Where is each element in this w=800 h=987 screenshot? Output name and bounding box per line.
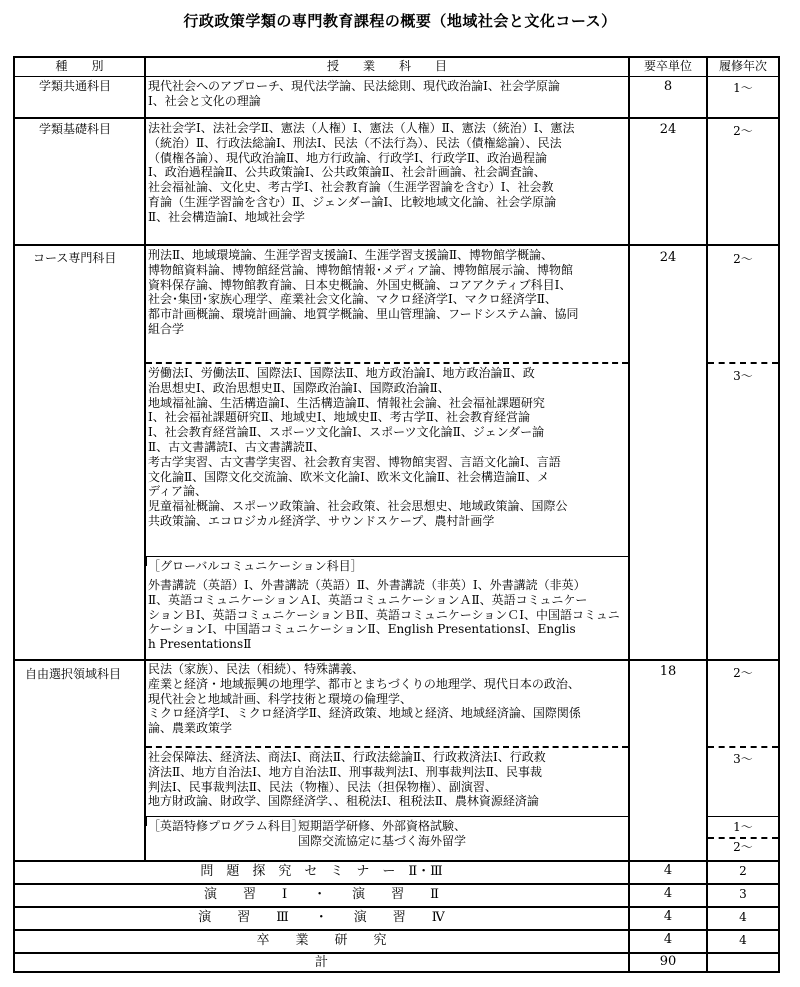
subjects-course-2: 労働法Ⅰ、労働法Ⅱ、国際法Ⅰ、国際法Ⅱ、地方政治論Ⅰ、地方政治論Ⅱ、政 治思想史Ⅰ、政治思想史Ⅱ、国際政治論Ⅰ、国際政治論Ⅱ、 地域福祉論、生活構造論Ⅰ、生活構造論Ⅱ、情報社会論、社会福祉課題研究 Ⅰ、社会福祉課題研究Ⅱ、地域史Ⅰ、地域史Ⅱ、考古学Ⅱ、社会教育経営論 Ⅰ、社会教育経営論Ⅱ、スポーツ文化論Ⅰ、スポーツ文化論Ⅱ、ジェンダー論 Ⅱ、古文書講読Ⅰ、古文書講読Ⅱ、 考古学実習、古文書学実習、社会教育実習、博物館実習、言語文化論Ⅰ、言語 文化論Ⅱ、国際文化交流論、欧米文化論Ⅰ、欧米文化論Ⅱ、社会構造論Ⅱ、メ ディア論、 児童福祉概論、スポーツ政策論、社会政策、社会思想史、地域政策論、国際公 共政策論、エコロジカル経済学、サウンドスケープ、農村計画学: [148, 366, 568, 528]
col-divider-subjects: [628, 56, 630, 973]
row-divider-common: [13, 117, 780, 119]
subjects-free-1: 民法（家族）、民法（相続）、特殊講義、 産業と経済・地域振興の地理学、都市とまちづくりの地理学、現代日本の政治、 現代社会と地域計画、科学技術と環境の倫理学、 ミクロ経済学Ⅰ、ミクロ経済学Ⅱ、経済政策、地域と経済、地域経済論、国際関係 論、農業政策学: [148, 662, 581, 736]
exercise1-credits: 4: [663, 887, 673, 901]
category-free: 自由選択領域科目: [25, 667, 122, 681]
header-category: 種 別: [55, 59, 104, 73]
thesis-credits: 4: [663, 933, 673, 947]
subjects-basic: 法社会学Ⅰ、法社会学Ⅱ、憲法（人権）Ⅰ、憲法（人権）Ⅱ、憲法（統治）Ⅰ、憲法 （統治）Ⅱ、行政法総論Ⅰ、刑法Ⅰ、民法（不法行為）、民法（債権総論）、民法 （債権各論）、現代政治論Ⅱ、地方行政論、行政学Ⅰ、行政学Ⅱ、政治過程論 Ⅰ、政治過程論Ⅱ、公共政策論Ⅰ、公共政策論Ⅱ、社会計画論、社会調査論、 社会福祉論、文化史、考古学Ⅰ、社会教育論（生涯学習論を含む）Ⅰ、社会教 育論（生涯学習論を含む）Ⅱ、ジェンダー論Ⅰ、比較地域文化論、社会学原論 Ⅱ、社会構造論Ⅰ、地域社会学: [148, 121, 575, 224]
year-free-2: 3～: [733, 752, 753, 766]
category-common: 学類共通科目: [39, 79, 112, 93]
year-free-3a: 1～: [733, 820, 753, 834]
exercise1-label: 演 習 Ⅰ ・ 演 習 Ⅱ: [204, 887, 439, 902]
row-divider-seminar: [13, 883, 780, 885]
seminar-year: 2: [739, 864, 747, 878]
subjects-course-3: 外書講読（英語）Ⅰ、外書講読（英語）Ⅱ、外書講読（非英）Ⅰ、外書講読（非英） Ⅱ、英語コミュニケーションＡⅠ、英語コミュニケーションＡⅡ、英語コミュニケー ションＢⅠ、英語コミュニケーションＢⅡ、英語コミュニケーションＣⅠ、中国語コミュニ ケーションⅠ、中国語コミュニケーションⅡ、English PresentationsⅠ、Englis h PresentationsⅡ: [148, 578, 620, 652]
year-course-2: 3～: [733, 369, 753, 383]
credits-basic: 24: [659, 123, 677, 137]
total-label: 計: [314, 955, 328, 970]
thesis-label: 卒 業 研 究: [256, 933, 387, 948]
year-free-1: 2～: [733, 666, 753, 680]
row-divider-exercise1: [13, 906, 780, 908]
header-subjects: 授 業 科 目: [326, 59, 447, 73]
subjects-common: 現代社会へのアプローチ、現代法学論、民法総則、現代政治論Ⅰ、社会学原論 Ⅰ、社会と文化の理論: [148, 79, 560, 108]
year-common: 1～: [733, 81, 753, 95]
exercise2-credits: 4: [663, 910, 673, 924]
credits-free: 18: [659, 665, 677, 679]
subjects-free-2: 社会保障法、経済法、商法Ⅰ、商法Ⅱ、行政法総論Ⅱ、行政救済法Ⅰ、行政救 済法Ⅱ、地方自治法Ⅰ、地方自治法Ⅱ、刑事裁判法Ⅰ、刑事裁判法Ⅱ、民事裁 判法Ⅰ、民事裁判法Ⅱ、民法（物権）、民法（担保物権）、副演習、 地方財政論、財政学、国際経済学、、租税法Ⅰ、租税法Ⅱ、農林資源経済論: [148, 750, 546, 809]
header-divider: [13, 76, 780, 77]
credits-course: 24: [659, 251, 677, 265]
row-divider-exercise2: [13, 929, 780, 931]
subjects-course-1: 刑法Ⅱ、地域環境論、生涯学習支援論Ⅰ、生涯学習支援論Ⅱ、博物館学概論、 博物館資料論、博物館経営論、博物館情報･メディア論、博物館展示論、博物館 資料保存論、博物館教育論、日本史概論、外国史概論、コアアクティブ科目Ⅰ、 社会･集団･家族心理学、産業社会文化論、マクロ経済学Ⅰ、マクロ経済学Ⅱ、 都市計画概論、環境計画論、地質学概論、里山管理論、フードシステム論、協同 組合学: [148, 248, 579, 336]
exercise2-year: 4: [739, 910, 747, 924]
free-year-subdivider-2: [708, 816, 778, 817]
header-year: 履修年次: [718, 59, 767, 73]
col-divider-category: [144, 56, 146, 861]
seminar-label: 問 題 探 究 セ ミ ナ ー Ⅱ・Ⅲ: [200, 864, 443, 879]
subjects-free-3: 短期語学研修、外部資格試験、 国際交流協定に基づく海外留学: [298, 819, 467, 848]
exercise2-label: 演 習 Ⅲ ・ 演 習 Ⅳ: [198, 910, 445, 925]
free-year-subdivider: [708, 746, 778, 748]
seminar-credits: 4: [663, 864, 673, 878]
course-year-subdivider: [708, 362, 778, 364]
row-divider-course: [13, 659, 780, 661]
category-course: コース専門科目: [33, 251, 117, 265]
year-course-1: 2～: [733, 252, 753, 266]
total-credits: 90: [659, 955, 677, 969]
header-credits: 要卒単位: [643, 59, 692, 73]
year-free-3b: 2～: [733, 840, 753, 854]
category-basic: 学類基礎科目: [39, 122, 112, 136]
row-divider-basic: [13, 244, 780, 246]
special-subjects-label: ［英語特修プログラム科目］: [148, 819, 304, 833]
thesis-year: 4: [739, 933, 747, 947]
page-title: 行政政策学類の専門教育課程の概要（地域社会と文化コース）: [183, 12, 617, 30]
row-divider-free: [13, 860, 780, 862]
global-subjects-label: ［グローバルコミュニケーション科目］: [148, 559, 363, 573]
free-subdivider-1: [146, 746, 628, 748]
year-basic: 2～: [733, 124, 753, 138]
course-subdivider-1: [146, 362, 628, 364]
free-year-subdivider-3: [708, 837, 778, 839]
credits-common: 8: [663, 80, 673, 94]
exercise1-year: 3: [739, 887, 747, 901]
col-divider-credits: [706, 56, 708, 973]
